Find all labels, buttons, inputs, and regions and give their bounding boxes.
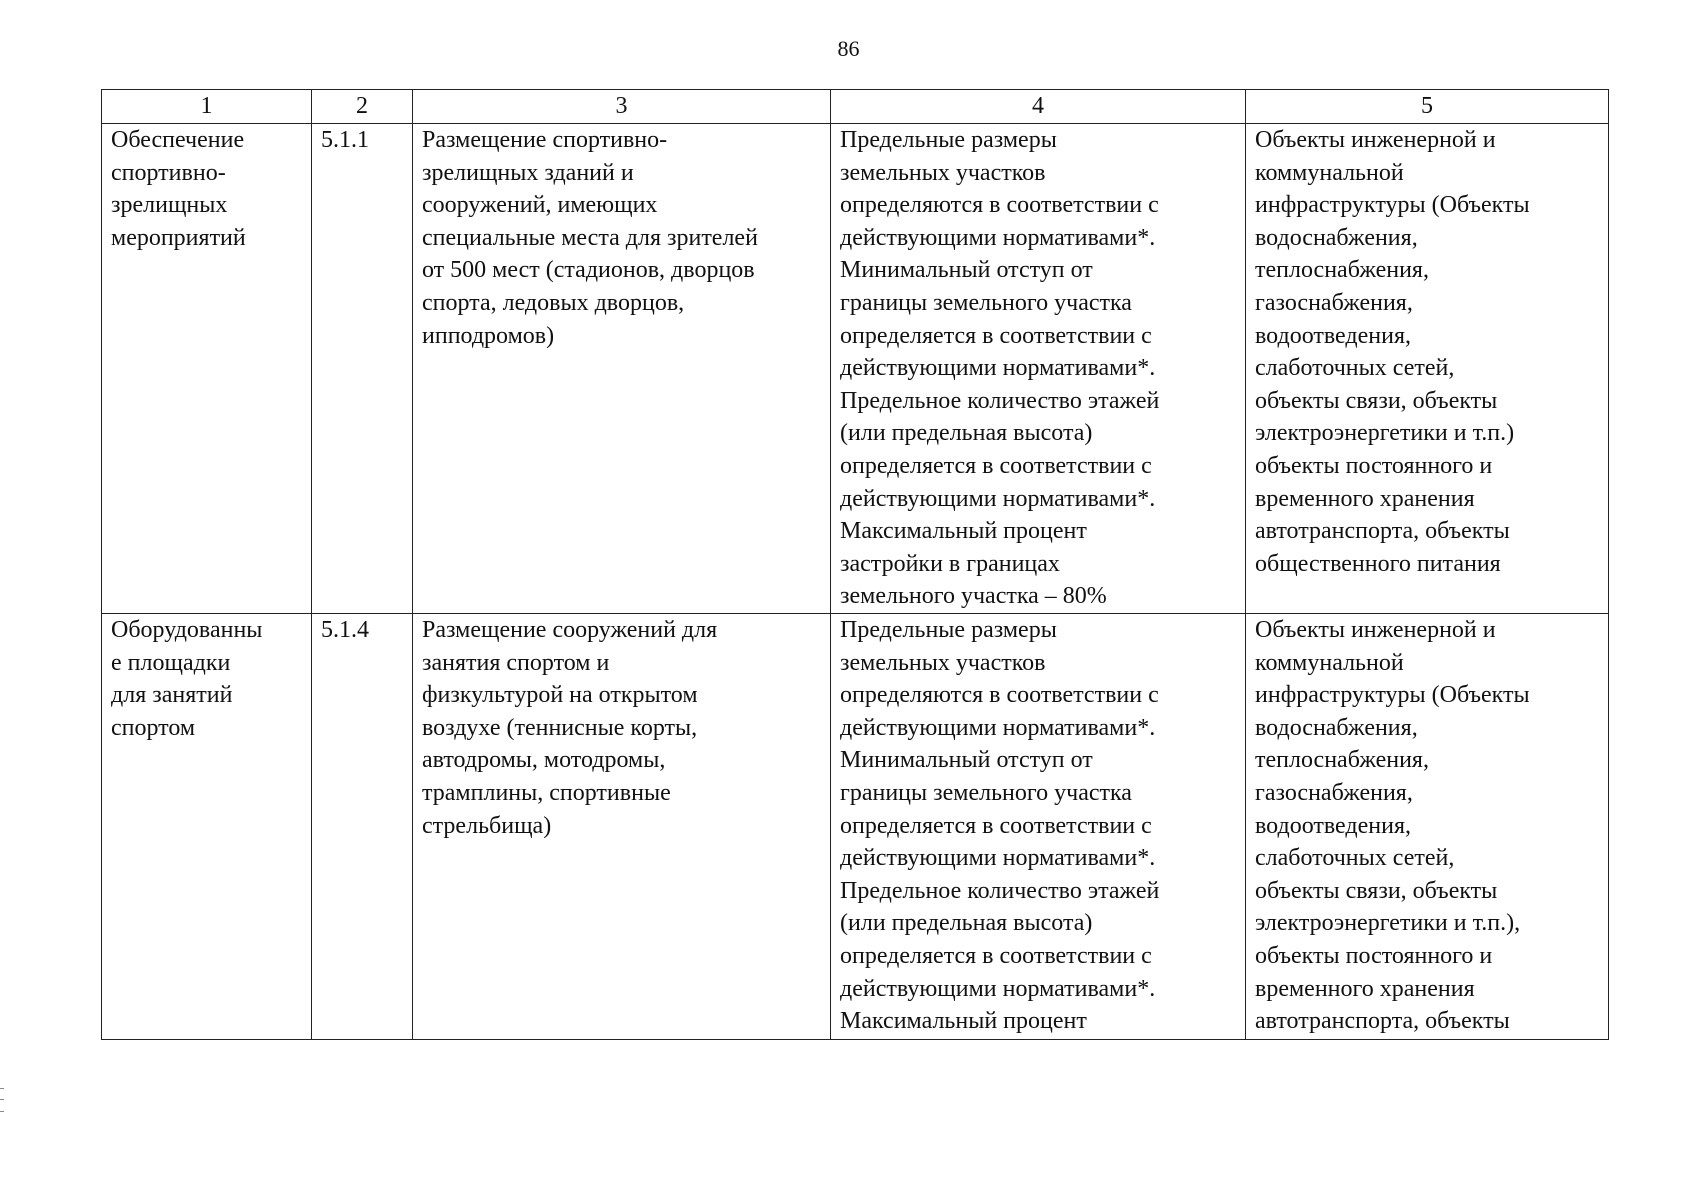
use-type-name-cell (102, 614, 312, 1040)
parameters-cell (831, 124, 1246, 614)
column-header-2: 2 (312, 90, 413, 124)
table-header (102, 90, 1609, 124)
auxiliary-uses-cell (1246, 614, 1609, 1040)
use-type-name: Обеспечение спортивно- зрелищных мероприятий (111, 127, 246, 251)
use-description: Размещение спортивно- зрелищных зданий и сооружений, имеющих специальные места для зрителей от 500 мест (стадионов, дворцов спорта, ледовых дворцов, ипподромов) (422, 127, 758, 349)
scan-margin-mark (0, 1088, 4, 1112)
use-type-code: 5.1.1 (321, 127, 369, 153)
use-description-cell (413, 124, 831, 614)
column-header-3: 3 (413, 90, 831, 124)
use-type-name-cell (102, 124, 312, 614)
parameters-cell (831, 614, 1246, 1040)
auxiliary-uses-text: Объекты инженерной и коммунальной инфраструктуры (Объекты водоснабжения, теплоснабжения, газоснабжения, водоотведения, слаботочных сетей, объекты связи, объекты электроэнергетики и т.п.) объекты постоянного и временного хранения автотранспорта, объекты общественного питания (1255, 127, 1530, 577)
use-description-cell (413, 614, 831, 1040)
auxiliary-uses-cell (1246, 124, 1609, 614)
table-row (102, 614, 1609, 1040)
land-use-table (101, 89, 1609, 1040)
use-type-code: 5.1.4 (321, 617, 369, 643)
header-row (102, 90, 1609, 124)
column-header-4: 4 (831, 90, 1246, 124)
use-type-name: Оборудованны е площадки для занятий спортом (111, 617, 263, 741)
use-type-code-cell (312, 124, 413, 614)
parameters-text: Предельные размеры земельных участков определяются в соответствии с действующими нормативами*. Минимальный отступ от границы земельного участка определяется в соответствии с действующими нормативами*. Предельное количество этажей (или предельная высота) определяется в соответствии с действующими нормативами*. Максимальный процент (840, 617, 1160, 1035)
table-row (102, 124, 1609, 614)
column-header-5: 5 (1246, 90, 1609, 124)
use-type-code-cell (312, 614, 413, 1040)
page-number: 86 (837, 36, 860, 61)
auxiliary-uses-text: Объекты инженерной и коммунальной инфраструктуры (Объекты водоснабжения, теплоснабжения, газоснабжения, водоотведения, слаботочных сетей, объекты связи, объекты электроэнергетики и т.п.), объекты постоянного и временного хранения автотранспорта, объекты (1255, 617, 1530, 1035)
use-description: Размещение сооружений для занятия спортом и физкультурой на открытом воздухе (теннисные корты, автодромы, мотодромы, трамплины, спортивные стрельбища) (422, 617, 718, 839)
column-header-1: 1 (102, 90, 312, 124)
parameters-text: Предельные размеры земельных участков определяются в соответствии с действующими нормативами*. Минимальный отступ от границы земельного участка определяется в соответствии с действующими нормативами*. Предельное количество этажей (или предельная высота) определяется в соответствии с действующими нормативами*. Максимальный процент застройки в границах земельного участка – 80% (840, 127, 1160, 610)
